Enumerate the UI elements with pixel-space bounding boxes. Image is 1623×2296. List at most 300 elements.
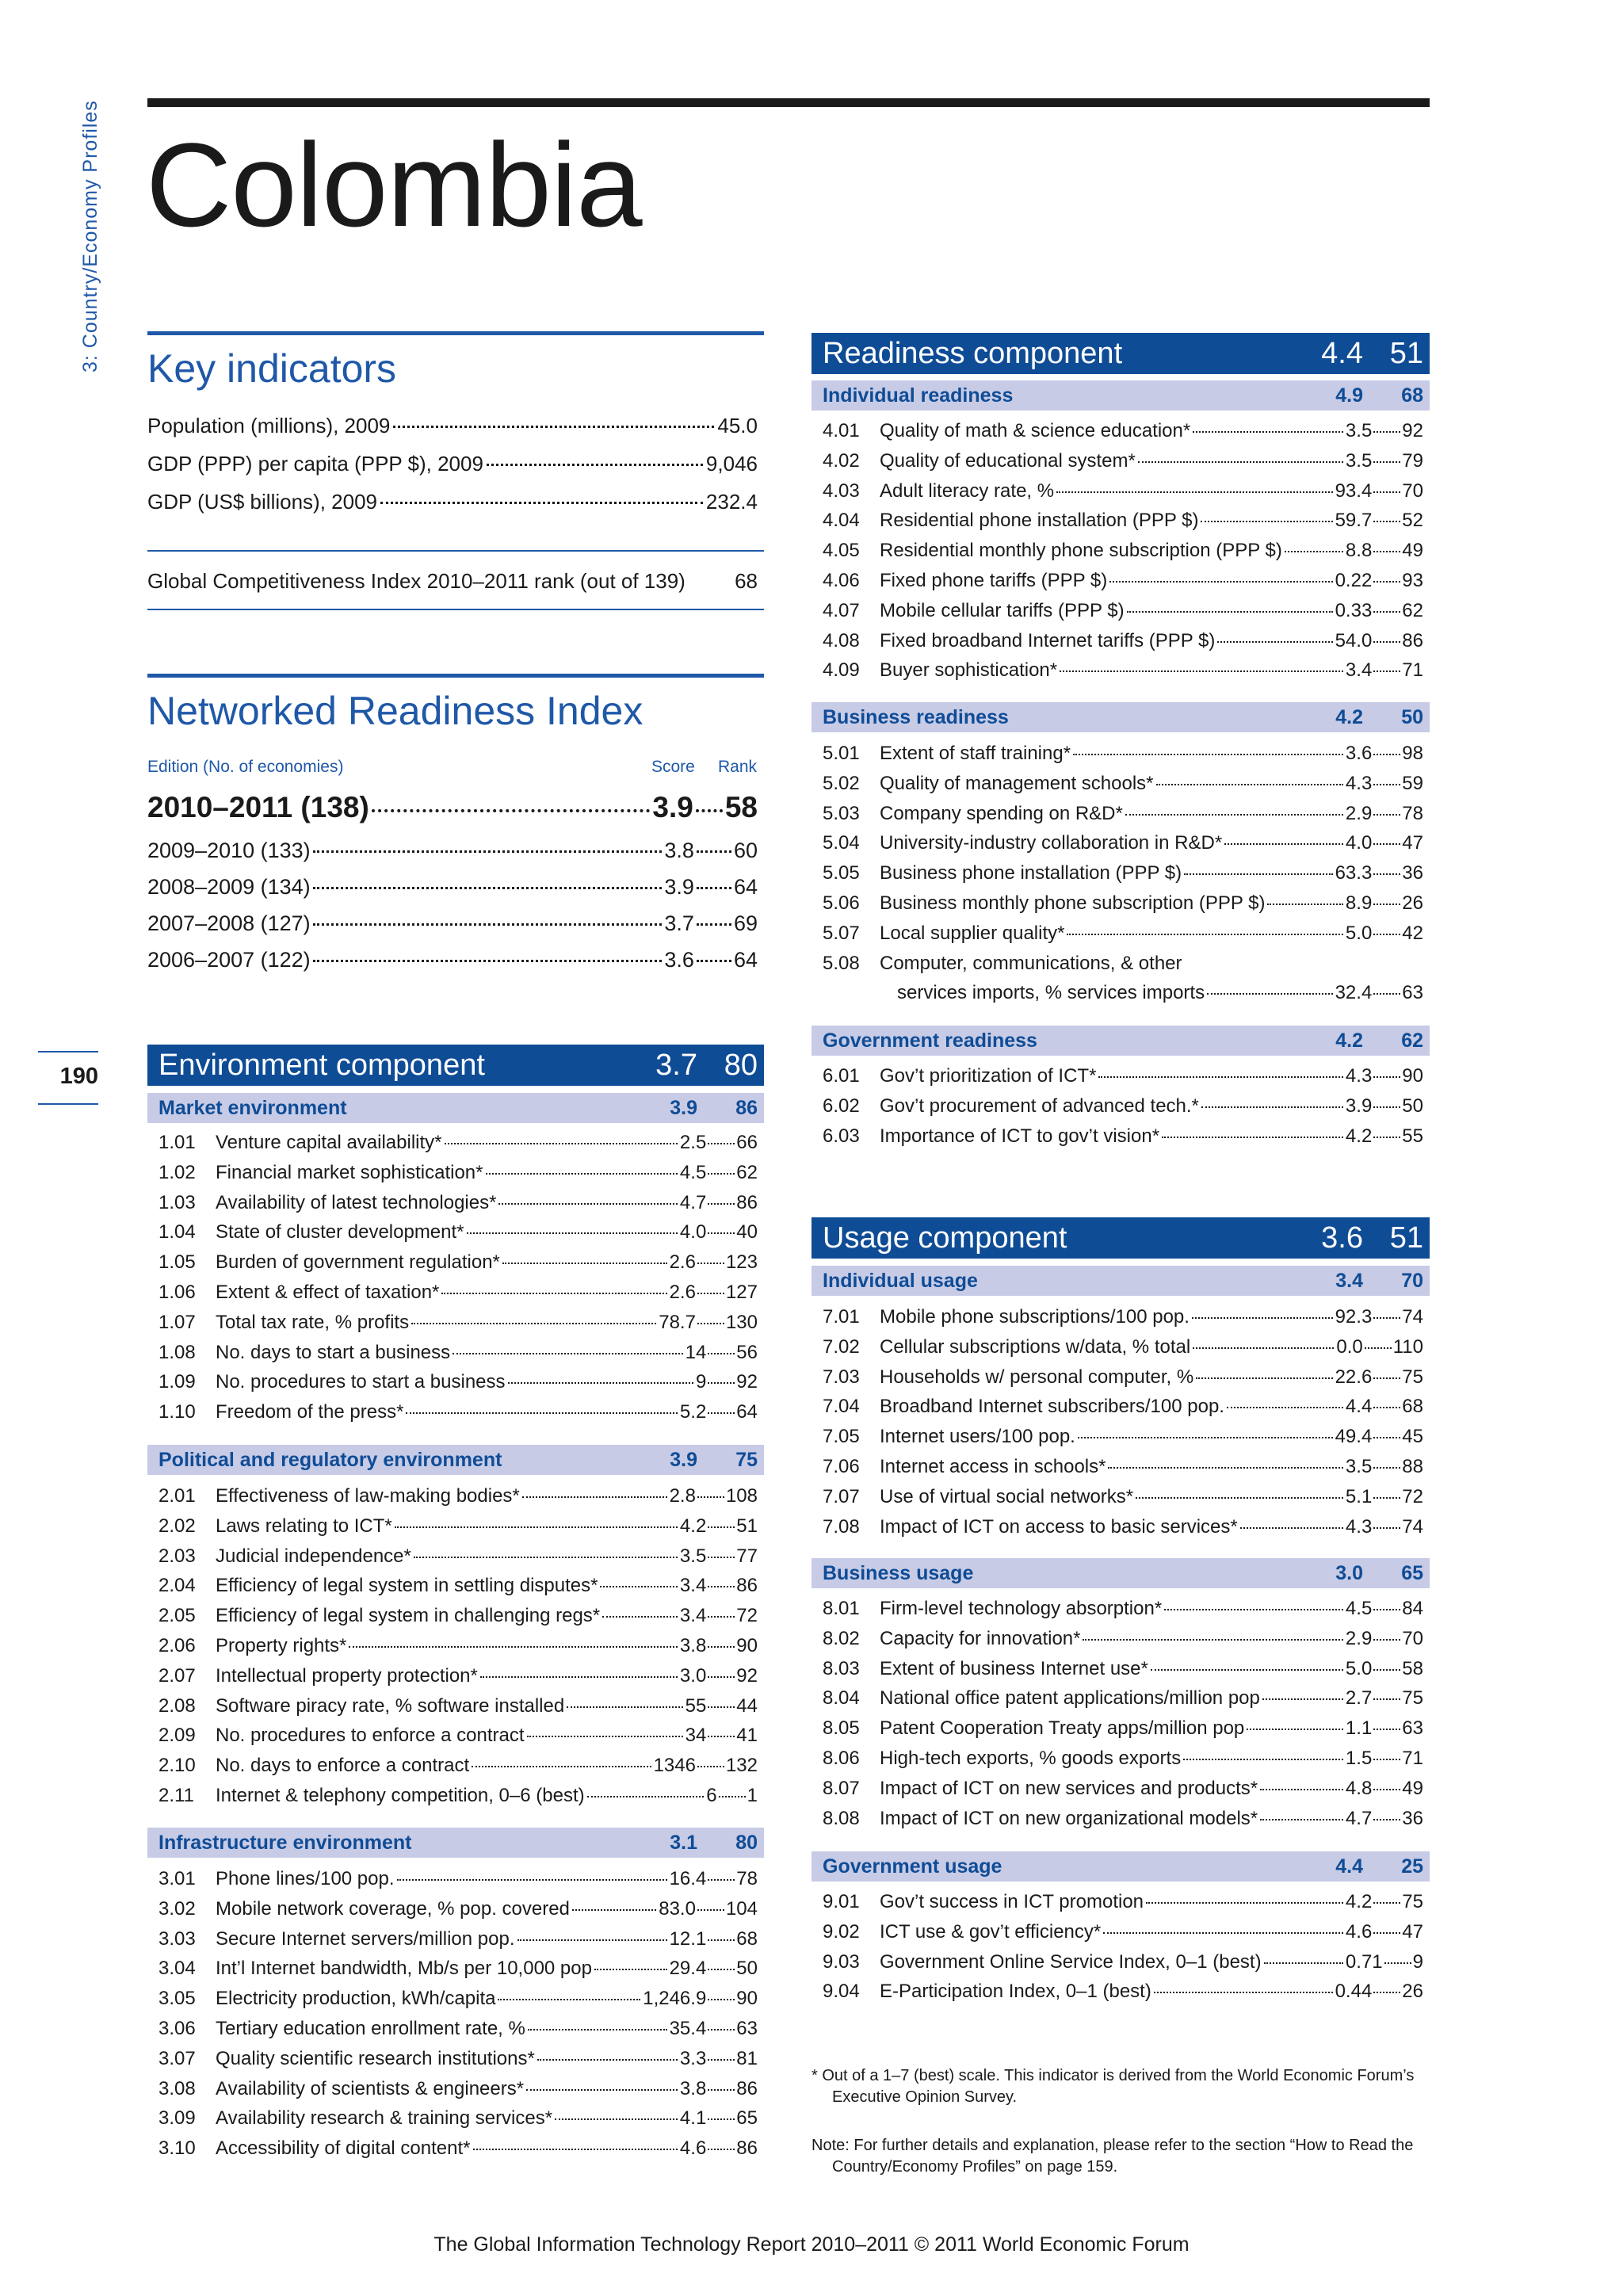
dot-leader bbox=[697, 1766, 724, 1767]
indicator-row bbox=[147, 1605, 764, 1635]
dot-leader bbox=[1164, 1609, 1343, 1610]
dot-leader bbox=[708, 2059, 735, 2061]
indicator-value: 22.6 bbox=[1335, 1366, 1373, 1388]
indicator-code: 9.03 bbox=[823, 1950, 860, 1973]
nri-history-row bbox=[147, 948, 758, 972]
dot-leader bbox=[1078, 1437, 1333, 1438]
dot-leader bbox=[1373, 431, 1400, 433]
indicator-value: 1.5 bbox=[1345, 1748, 1373, 1769]
indicator-row bbox=[812, 1456, 1430, 1486]
indicator-code: 4.01 bbox=[823, 420, 860, 441]
indicator-row bbox=[812, 450, 1430, 480]
indicator-rank: 92 bbox=[1402, 420, 1423, 441]
indicator-row bbox=[812, 1658, 1430, 1688]
indicator-value: 2.9 bbox=[1345, 1627, 1373, 1649]
indicator-row bbox=[147, 1665, 764, 1695]
dot-leader bbox=[1373, 1729, 1400, 1730]
indicator-code: 2.06 bbox=[158, 1635, 196, 1656]
indicator-row bbox=[147, 1162, 764, 1192]
indicator-value: 4.3 bbox=[1345, 1515, 1373, 1538]
indicator-rank: 77 bbox=[736, 1545, 758, 1567]
indicator-value: 49.4 bbox=[1335, 1426, 1373, 1448]
dot-leader bbox=[467, 1232, 678, 1234]
dot-leader bbox=[708, 2118, 735, 2120]
indicator-label: Availability of latest technologies* bbox=[216, 1191, 497, 1213]
indicator-label: State of cluster development* bbox=[216, 1221, 464, 1244]
indicator-row bbox=[147, 1695, 764, 1725]
infrastructure-environment-header-score: 3.1 bbox=[670, 1831, 697, 1854]
page-title: Colombia bbox=[146, 118, 642, 251]
indicator-code: 1.08 bbox=[158, 1341, 196, 1363]
indicator-code: 8.01 bbox=[823, 1598, 860, 1619]
dot-leader bbox=[517, 1939, 667, 1941]
indicator-value: 4.6 bbox=[679, 2137, 707, 2160]
indicator-rank: 36 bbox=[1402, 1807, 1423, 1829]
dot-leader bbox=[1193, 1347, 1334, 1349]
indicator-label: Residential monthly phone subscription (PPP $) bbox=[880, 540, 1282, 562]
dot-leader bbox=[1192, 1317, 1333, 1319]
dot-leader bbox=[1125, 814, 1343, 816]
dot-leader bbox=[1384, 1962, 1411, 1964]
political-environment-header-title: Political and regulatory environment bbox=[158, 1448, 502, 1471]
indicator-value: 5.0 bbox=[1345, 922, 1373, 944]
nri-history-row bbox=[147, 875, 758, 900]
indicator-code: 1.06 bbox=[158, 1282, 196, 1303]
indicator-rank: 63 bbox=[1402, 982, 1423, 1004]
indicator-value: 2.8 bbox=[669, 1485, 696, 1507]
dot-leader bbox=[708, 2029, 735, 2030]
indicator-code: 3.09 bbox=[158, 2107, 196, 2130]
indicator-label: Cellular subscriptions w/data, % total bbox=[880, 1335, 1191, 1358]
dot-leader bbox=[1196, 1377, 1332, 1379]
indicator-value: 59.7 bbox=[1335, 510, 1373, 532]
indicator-row bbox=[147, 1251, 764, 1282]
indicator-label: Impact of ICT on new organizational models* bbox=[880, 1807, 1258, 1829]
indicator-code: 7.05 bbox=[823, 1426, 860, 1448]
indicator-label: Gov’t procurement of advanced tech.* bbox=[880, 1095, 1199, 1117]
indicator-row bbox=[147, 2078, 764, 2108]
indicator-code: 1.05 bbox=[158, 1251, 196, 1274]
indicator-row bbox=[147, 1988, 764, 2018]
indicator-value: 9 bbox=[695, 1371, 707, 1393]
nri-rule bbox=[147, 674, 764, 678]
dot-leader bbox=[1262, 1698, 1343, 1700]
indicator-rank: 86 bbox=[736, 1191, 758, 1213]
indicator-label: Fixed phone tariffs (PPP $) bbox=[880, 570, 1108, 591]
indicator-label: Households w/ personal computer, % bbox=[880, 1366, 1194, 1388]
dot-leader bbox=[1373, 1819, 1400, 1820]
dot-leader bbox=[1373, 581, 1400, 583]
indicator-label: No. procedures to enforce a contract bbox=[216, 1725, 525, 1747]
indicator-label: Firm-level technology absorption* bbox=[880, 1598, 1163, 1619]
indicator-code: 3.08 bbox=[158, 2077, 196, 2099]
indicator-rank: 63 bbox=[1402, 1717, 1423, 1740]
indicator-label: Mobile phone subscriptions/100 pop. bbox=[880, 1306, 1190, 1328]
indicator-label: Importance of ICT to gov’t vision* bbox=[880, 1125, 1160, 1147]
indicator-label: Mobile network coverage, % pop. covered bbox=[216, 1897, 570, 1920]
indicator-value: 2.6 bbox=[669, 1282, 696, 1303]
indicator-value: 16.4 bbox=[669, 1868, 707, 1889]
dot-leader bbox=[708, 2089, 735, 2091]
indicator-row bbox=[812, 1336, 1430, 1366]
nri-history-row bbox=[147, 839, 758, 863]
page-number: 190 bbox=[59, 1064, 98, 1089]
dot-leader bbox=[313, 923, 663, 926]
indicator-label: Use of virtual social networks* bbox=[880, 1485, 1134, 1507]
market-environment-header-score: 3.9 bbox=[670, 1096, 697, 1119]
dot-leader bbox=[1373, 641, 1400, 643]
indicator-label: Accessibility of digital content* bbox=[216, 2137, 471, 2160]
market-environment-header bbox=[147, 1093, 764, 1123]
readiness-component-header bbox=[812, 333, 1430, 374]
indicator-code: 8.04 bbox=[823, 1687, 860, 1710]
indicator-value: 92.3 bbox=[1335, 1306, 1373, 1328]
indicator-row bbox=[812, 540, 1430, 570]
indicator-label: Computer, communications, & other bbox=[880, 952, 1182, 974]
dot-leader bbox=[380, 502, 703, 504]
indicator-row bbox=[812, 1065, 1430, 1095]
page-number-rule-bottom bbox=[38, 1103, 98, 1105]
indicator-row bbox=[812, 1808, 1430, 1838]
indicator-rank: 52 bbox=[1402, 510, 1423, 532]
government-readiness-header bbox=[812, 1026, 1430, 1056]
indicator-row bbox=[812, 1748, 1430, 1778]
indicator-row bbox=[812, 510, 1430, 540]
indicator-code: 5.04 bbox=[823, 832, 860, 854]
indicator-label: Gov’t prioritization of ICT* bbox=[880, 1065, 1097, 1087]
indicator-rank: 84 bbox=[1402, 1598, 1423, 1619]
indicator-value: 54.0 bbox=[1335, 629, 1373, 651]
indicator-value: 4.6 bbox=[1345, 1920, 1373, 1943]
indicator-code: 9.04 bbox=[823, 1981, 860, 2003]
indicator-code: 8.07 bbox=[823, 1777, 860, 1799]
dot-leader bbox=[372, 809, 651, 812]
dot-leader bbox=[1098, 1076, 1343, 1078]
dot-leader bbox=[1264, 1962, 1343, 1964]
dot-leader bbox=[708, 1173, 735, 1175]
indicator-row bbox=[812, 1687, 1430, 1717]
dot-leader bbox=[697, 1323, 724, 1324]
dot-leader bbox=[441, 1293, 666, 1294]
indicator-rank: 127 bbox=[725, 1282, 758, 1303]
indicator-rank: 56 bbox=[736, 1341, 758, 1363]
dot-leader bbox=[527, 1736, 683, 1737]
indicator-code: 1.03 bbox=[158, 1191, 196, 1213]
dot-leader bbox=[708, 1382, 735, 1384]
indicator-code: 3.01 bbox=[158, 1868, 196, 1889]
dot-leader bbox=[1201, 521, 1332, 522]
indicator-code: 7.06 bbox=[823, 1456, 860, 1477]
government-usage-header-title: Government usage bbox=[823, 1855, 1002, 1878]
political-environment-header bbox=[147, 1445, 764, 1475]
indicator-rank: 93 bbox=[1402, 570, 1423, 591]
indicator-code: 1.10 bbox=[158, 1401, 196, 1423]
indicator-label: Financial market sophistication* bbox=[216, 1161, 483, 1183]
indicator-rank: 68 bbox=[736, 1927, 758, 1950]
indicator-row bbox=[812, 1486, 1430, 1516]
indicator-row bbox=[812, 923, 1430, 953]
dot-leader bbox=[1056, 491, 1332, 493]
nri-score: 3.7 bbox=[664, 911, 694, 935]
nri-edition: 2008–2009 (134) bbox=[147, 875, 311, 899]
dot-leader bbox=[708, 1586, 735, 1587]
individual-usage-header-title: Individual usage bbox=[823, 1269, 978, 1292]
dot-leader bbox=[480, 1676, 678, 1678]
indicator-label: University-industry collaboration in R&D* bbox=[880, 832, 1223, 854]
gci-rule-bottom bbox=[147, 609, 764, 610]
dot-leader bbox=[708, 1879, 735, 1881]
indicator-rank: 45 bbox=[1402, 1426, 1423, 1448]
indicator-code: 6.01 bbox=[823, 1065, 860, 1087]
indicator-code: 2.11 bbox=[158, 1785, 194, 1806]
readiness-component-header-title: Readiness component bbox=[823, 336, 1123, 370]
indicator-rank: 47 bbox=[1402, 832, 1423, 854]
dot-leader bbox=[1146, 1902, 1343, 1904]
market-environment-header-rank: 86 bbox=[735, 1096, 758, 1119]
dot-leader bbox=[719, 1796, 746, 1797]
dot-leader bbox=[1162, 1137, 1343, 1138]
dot-leader bbox=[708, 1969, 735, 1970]
business-readiness-header bbox=[812, 702, 1430, 732]
indicator-rank: 74 bbox=[1402, 1306, 1423, 1328]
footnote-note-text: Note: For further details and explanation, please refer to the section “How to Read the Country/Economy Profiles” on page 159. bbox=[812, 2137, 1414, 2176]
dot-leader bbox=[1373, 1698, 1400, 1700]
indicator-code: 6.02 bbox=[823, 1095, 860, 1117]
indicator-rank: 74 bbox=[1402, 1515, 1423, 1538]
business-readiness-header-title: Business readiness bbox=[823, 705, 1009, 728]
indicator-row bbox=[147, 1785, 764, 1815]
indicator-row bbox=[812, 1981, 1430, 2011]
dot-leader bbox=[1373, 1076, 1400, 1078]
dot-leader bbox=[1285, 551, 1343, 552]
dot-leader bbox=[1373, 1902, 1400, 1904]
indicator-code: 7.03 bbox=[823, 1366, 860, 1388]
dot-leader bbox=[1373, 1437, 1400, 1438]
indicator-code: 7.07 bbox=[823, 1485, 860, 1507]
indicator-value: 5.2 bbox=[679, 1401, 707, 1423]
indicator-value: 0.71 bbox=[1345, 1950, 1383, 1973]
indicator-value: 4.8 bbox=[1345, 1777, 1373, 1799]
indicator-label: Buyer sophistication* bbox=[880, 659, 1058, 682]
key-indicator-row bbox=[147, 414, 758, 438]
indicator-rank: 44 bbox=[736, 1694, 758, 1717]
indicator-code: 4.04 bbox=[823, 510, 860, 532]
indicator-row bbox=[812, 773, 1430, 803]
indicator-value: 4.5 bbox=[1345, 1598, 1373, 1619]
indicator-label: No. procedures to start a business bbox=[216, 1371, 506, 1393]
usage-component-header-rank: 51 bbox=[1389, 1221, 1423, 1255]
indicator-label: Company spending on R&D* bbox=[880, 802, 1123, 824]
dot-leader bbox=[1183, 1759, 1343, 1760]
readiness-component-header-rank: 51 bbox=[1389, 336, 1423, 370]
indicator-value: 0.0 bbox=[1336, 1335, 1363, 1358]
indicator-rank: 71 bbox=[1402, 1748, 1423, 1769]
dot-leader bbox=[1138, 461, 1343, 463]
dot-leader bbox=[602, 1616, 678, 1618]
indicator-value: 1,246.9 bbox=[643, 1988, 707, 2010]
indicator-code: 9.02 bbox=[823, 1920, 860, 1943]
indicator-value: 4.4 bbox=[1345, 1396, 1373, 1418]
indicator-value: 3.4 bbox=[679, 1605, 707, 1627]
dot-leader bbox=[1373, 1669, 1400, 1671]
indicator-label: Intellectual property protection* bbox=[216, 1664, 478, 1687]
indicator-label: Int’l Internet bandwidth, Mb/s per 10,000 pop bbox=[216, 1958, 592, 1980]
dot-leader bbox=[313, 887, 663, 889]
indicator-code: 4.08 bbox=[823, 629, 860, 651]
key-indicator-value: 232.4 bbox=[705, 490, 758, 514]
indicator-value: 1.1 bbox=[1345, 1717, 1373, 1740]
indicator-row bbox=[812, 1426, 1430, 1456]
indicator-code: 3.05 bbox=[158, 1988, 196, 2010]
indicator-row bbox=[812, 982, 1430, 1012]
nri-score: 3.6 bbox=[664, 948, 694, 972]
political-environment-header-rank: 75 bbox=[735, 1448, 758, 1471]
dot-leader bbox=[708, 1646, 735, 1648]
dot-leader bbox=[445, 1143, 678, 1144]
indicator-rank: 78 bbox=[1402, 802, 1423, 824]
indicator-value: 0.33 bbox=[1335, 599, 1373, 621]
indicator-value: 4.3 bbox=[1345, 1065, 1373, 1087]
indicator-rank: 81 bbox=[736, 2047, 758, 2069]
indicator-label: Mobile cellular tariffs (PPP $) bbox=[880, 599, 1125, 621]
indicator-code: 1.07 bbox=[158, 1311, 196, 1333]
indicator-label: Tertiary education enrollment rate, % bbox=[216, 2018, 525, 2039]
indicator-rank: 63 bbox=[736, 2018, 758, 2039]
dot-leader bbox=[1224, 843, 1343, 845]
dot-leader bbox=[708, 1526, 735, 1528]
key-indicator-row bbox=[147, 452, 758, 476]
indicator-row bbox=[812, 1598, 1430, 1628]
indicator-label: Quality scientific research institutions* bbox=[216, 2047, 535, 2069]
indicator-code: 4.05 bbox=[823, 540, 860, 562]
nri-rank: 69 bbox=[733, 911, 758, 935]
indicator-code: 3.06 bbox=[158, 2018, 196, 2039]
indicator-value: 55 bbox=[685, 1694, 707, 1717]
indicator-label: Total tax rate, % profits bbox=[216, 1311, 410, 1333]
indicator-rank: 1 bbox=[747, 1785, 758, 1806]
indicator-rank: 62 bbox=[1402, 599, 1423, 621]
indicator-row bbox=[147, 1342, 764, 1372]
business-usage-header-score: 3.0 bbox=[1335, 1561, 1363, 1584]
indicator-label: Availability of scientists & engineers* bbox=[216, 2077, 525, 2099]
indicator-label: Electricity production, kWh/capita bbox=[216, 1988, 496, 2010]
indicator-label: Efficiency of legal system in challenging regs* bbox=[216, 1605, 601, 1627]
dot-leader bbox=[526, 2089, 678, 2091]
indicator-code: 5.07 bbox=[823, 922, 860, 944]
individual-usage-header-rank: 70 bbox=[1401, 1269, 1423, 1292]
indicator-rank: 130 bbox=[725, 1311, 758, 1333]
indicator-rank: 71 bbox=[1402, 659, 1423, 682]
indicator-label: Property rights* bbox=[216, 1635, 347, 1656]
dot-leader bbox=[1156, 784, 1343, 785]
indicator-rank: 41 bbox=[736, 1725, 758, 1747]
key-indicators-title: Key indicators bbox=[147, 346, 397, 391]
indicator-code: 7.04 bbox=[823, 1396, 860, 1418]
indicator-value: 4.2 bbox=[1345, 1125, 1373, 1147]
indicator-row bbox=[812, 420, 1430, 450]
indicator-rank: 40 bbox=[736, 1221, 758, 1244]
indicator-value: 3.8 bbox=[679, 2077, 707, 2099]
dot-leader bbox=[522, 1496, 667, 1498]
dot-leader bbox=[697, 887, 731, 889]
dot-leader bbox=[406, 1412, 677, 1414]
nri-head-score: Score bbox=[651, 758, 695, 776]
dot-leader bbox=[1193, 431, 1343, 433]
dot-leader bbox=[1373, 1497, 1400, 1499]
dot-leader bbox=[697, 923, 731, 926]
indicator-rank: 68 bbox=[1402, 1396, 1423, 1418]
footnote-asterisk-text: * Out of a 1–7 (best) scale. This indicator is derived from the World Economic Forum’s Executive Opinion Survey. bbox=[812, 2067, 1415, 2106]
dot-leader bbox=[708, 1412, 735, 1414]
government-usage-header-rank: 25 bbox=[1401, 1855, 1423, 1878]
individual-readiness-header-title: Individual readiness bbox=[823, 384, 1014, 407]
dot-leader bbox=[349, 1646, 678, 1648]
indicator-value: 93.4 bbox=[1335, 479, 1373, 502]
dot-leader bbox=[708, 1706, 735, 1708]
indicator-label: Patent Cooperation Treaty apps/million pop bbox=[880, 1717, 1245, 1740]
indicator-value: 32.4 bbox=[1335, 982, 1373, 1004]
indicator-value: 4.7 bbox=[1345, 1807, 1373, 1829]
dot-leader bbox=[1373, 993, 1400, 995]
dot-leader bbox=[697, 1263, 724, 1264]
nri-score: 3.9 bbox=[664, 875, 694, 899]
nri-edition: 2006–2007 (122) bbox=[147, 948, 311, 972]
dot-leader bbox=[1373, 491, 1400, 493]
indicator-label: Phone lines/100 pop. bbox=[216, 1868, 395, 1889]
indicator-code: 5.08 bbox=[823, 952, 860, 974]
dot-leader bbox=[697, 1909, 724, 1911]
indicator-label: Impact of ICT on access to basic services* bbox=[880, 1515, 1238, 1538]
indicator-value: 2.5 bbox=[679, 1132, 707, 1153]
dot-leader bbox=[572, 1909, 656, 1911]
indicator-rank: 64 bbox=[736, 1401, 758, 1423]
gci-row bbox=[147, 569, 758, 594]
nri-head-edition: Edition (No. of economies) bbox=[147, 758, 344, 776]
indicator-value: 4.2 bbox=[679, 1515, 707, 1537]
indicator-row bbox=[147, 1221, 764, 1251]
indicator-value: 3.9 bbox=[1345, 1095, 1373, 1117]
indicator-code: 8.03 bbox=[823, 1657, 860, 1679]
dot-leader bbox=[708, 1999, 735, 2000]
dot-leader bbox=[1109, 581, 1332, 583]
dot-leader bbox=[594, 1969, 667, 1970]
nri-rank: 58 bbox=[724, 791, 758, 823]
indicator-code: 2.04 bbox=[158, 1575, 196, 1597]
indicator-code: 1.02 bbox=[158, 1161, 196, 1183]
dot-leader bbox=[567, 1706, 682, 1708]
indicator-code: 2.10 bbox=[158, 1755, 196, 1777]
dot-leader bbox=[1373, 611, 1400, 613]
dot-leader bbox=[1373, 1609, 1400, 1610]
indicator-rank: 55 bbox=[1402, 1125, 1423, 1147]
indicator-row bbox=[147, 1635, 764, 1665]
indicator-row bbox=[812, 659, 1430, 690]
indicator-code: 8.05 bbox=[823, 1717, 860, 1740]
dot-leader bbox=[708, 1736, 735, 1737]
government-readiness-header-title: Government readiness bbox=[823, 1029, 1037, 1052]
indicator-row bbox=[147, 2048, 764, 2078]
indicator-rank: 66 bbox=[736, 1132, 758, 1153]
government-usage-header-score: 4.4 bbox=[1335, 1855, 1363, 1878]
dot-leader bbox=[1373, 1789, 1400, 1790]
indicator-rank: 86 bbox=[736, 1575, 758, 1597]
indicator-code: 3.07 bbox=[158, 2047, 196, 2069]
indicator-rank: 98 bbox=[1402, 743, 1423, 764]
indicator-row bbox=[812, 892, 1430, 923]
indicator-row bbox=[147, 1545, 764, 1576]
dot-leader bbox=[1240, 1527, 1343, 1529]
indicator-row bbox=[147, 1868, 764, 1898]
